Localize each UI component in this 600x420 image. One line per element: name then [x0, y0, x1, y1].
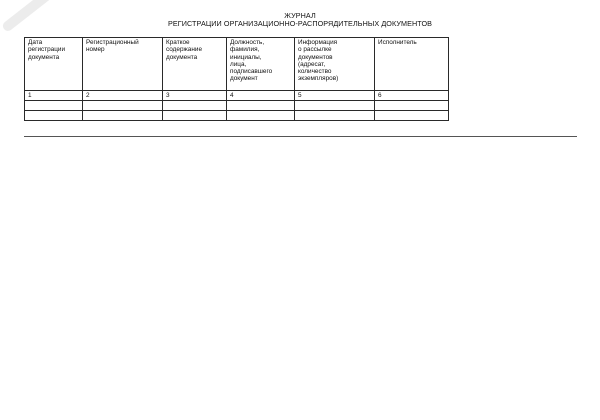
- document-title-block: [0, 12, 600, 29]
- column-number: 5: [295, 91, 375, 101]
- table-cell: [83, 101, 163, 111]
- column-number: 2: [83, 91, 163, 101]
- header-registration-date: Дата регистрации документа: [25, 38, 83, 91]
- table-cell: [295, 111, 375, 121]
- register-table: [24, 37, 449, 121]
- header-executor: Исполнитель: [375, 38, 449, 91]
- table-cell: [163, 101, 227, 111]
- document-title: ЖУРНАЛ: [284, 11, 316, 20]
- document-subtitle: РЕГИСТРАЦИИ ОРГАНИЗАЦИОННО-РАСПОРЯДИТЕЛЬНЫХ ДОКУМЕНТОВ: [167, 19, 433, 29]
- table-cell: [25, 101, 83, 111]
- table-cell: [227, 101, 295, 111]
- table-cell: [83, 111, 163, 121]
- table-cell: [375, 101, 449, 111]
- column-number-row: [25, 91, 449, 101]
- table-row: [25, 111, 449, 121]
- page-divider: [24, 136, 577, 137]
- column-number: 4: [227, 91, 295, 101]
- header-signatory: Должность, фамилия, инициалы, лица, подписавшего документ: [227, 38, 295, 91]
- column-number: 3: [163, 91, 227, 101]
- header-registration-number: Регистрационный номер: [83, 38, 163, 91]
- table-cell: [163, 111, 227, 121]
- column-number: 1: [25, 91, 83, 101]
- table-cell: [25, 111, 83, 121]
- table-cell: [375, 111, 449, 121]
- header-summary: Краткое содержание документа: [163, 38, 227, 91]
- column-number: 6: [375, 91, 449, 101]
- table-row: [25, 101, 449, 111]
- header-distribution-info: Информация о рассылке документов (адресат, количество экземпляров): [295, 38, 375, 91]
- table-cell: [227, 111, 295, 121]
- table-cell: [295, 101, 375, 111]
- table-header-row: [25, 38, 449, 91]
